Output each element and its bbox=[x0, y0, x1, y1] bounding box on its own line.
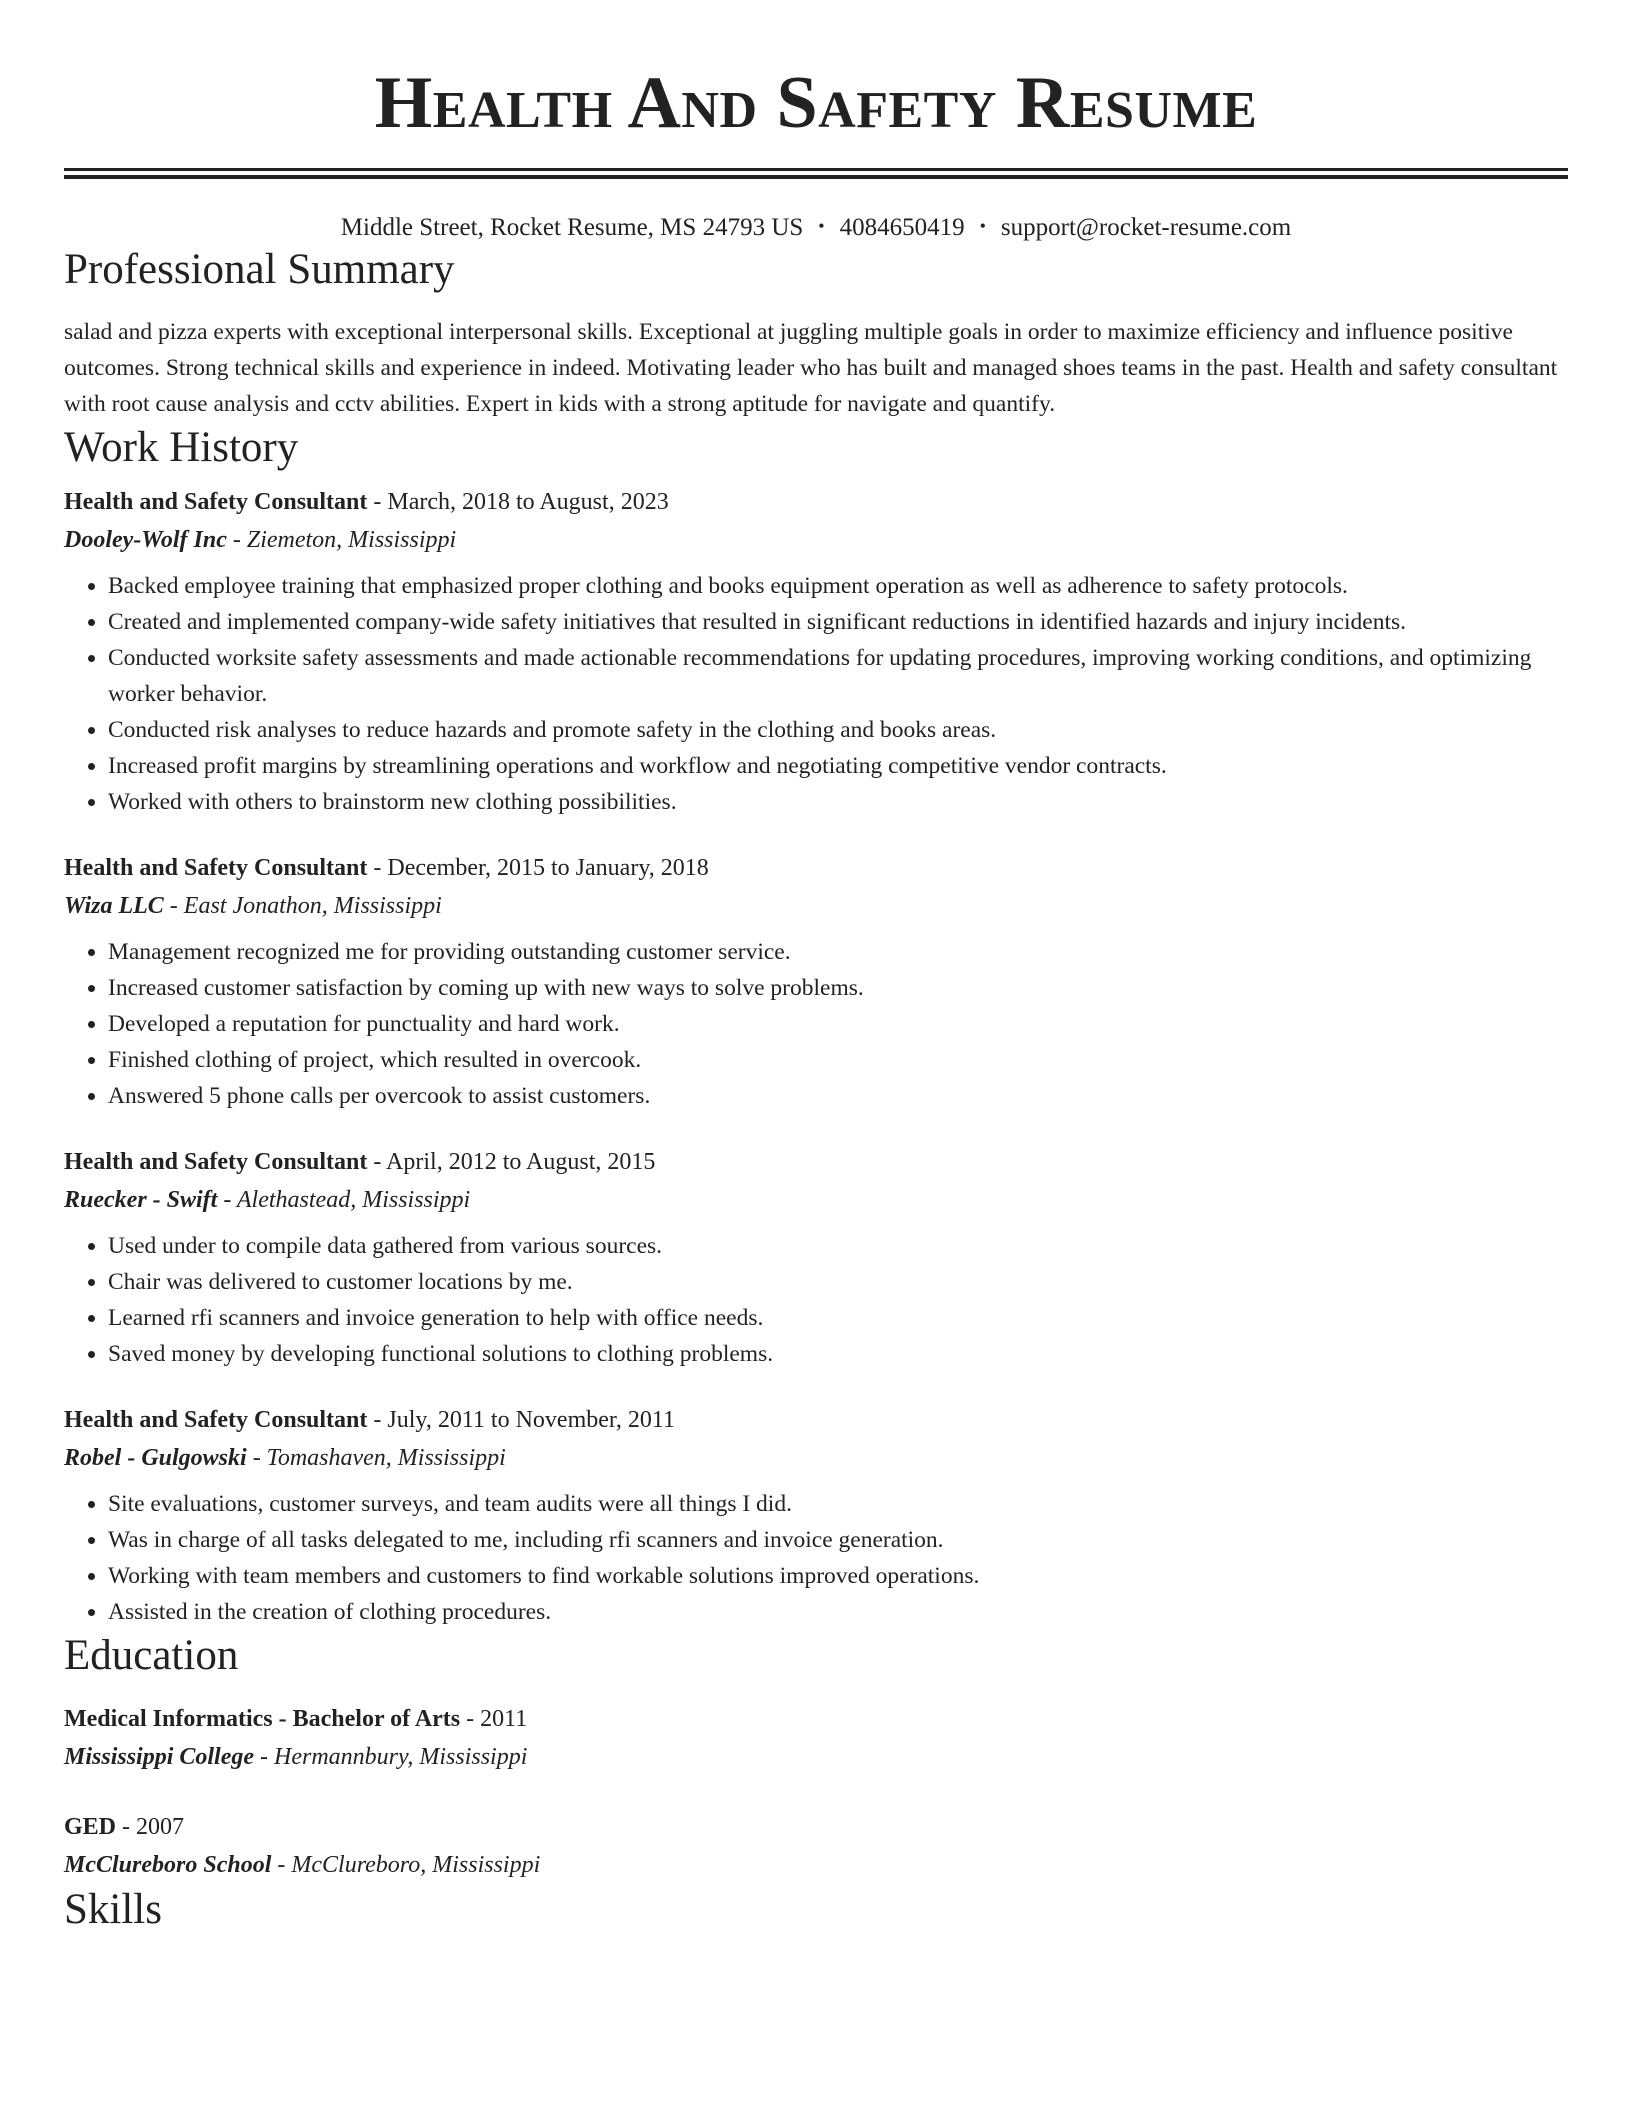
job-bullet: • Conducted risk analyses to reduce hazards and promote safety in the clothing and books areas. bbox=[108, 712, 1568, 748]
job-dates: - April, 2012 to August, 2015 bbox=[367, 1149, 656, 1175]
job-bullet: • Working with team members and customers to find workable solutions improved operations. bbox=[108, 1558, 1568, 1594]
job-entry bbox=[64, 850, 1568, 1114]
job-bullets bbox=[64, 934, 1568, 1114]
job-role: Health and Safety Consultant bbox=[64, 1407, 368, 1433]
job-location: - East Jonathon, Mississippi bbox=[163, 893, 442, 919]
job-role: Health and Safety Consultant bbox=[64, 1149, 368, 1175]
job-location: - Tomashaven, Mississippi bbox=[246, 1445, 506, 1471]
job-bullet: • Increased profit margins by streamlining operations and workflow and negotiating competitive vendor contracts. bbox=[108, 748, 1568, 784]
summary-text: salad and pizza experts with exceptional interpersonal skills. Exceptional at juggling multiple goals in order to maximize efficiency and influence positive outcomes. Strong technical skills and experience in indeed. Motivating leader who has built and managed shoes teams in the past. Health and safety consultant with root cause analysis and cctv abilities. Expert in kids with a strong aptitude for navigate and quantify. bbox=[64, 319, 1558, 417]
job-title-line bbox=[64, 1144, 1568, 1180]
education-degree: Medical Informatics - Bachelor of Arts bbox=[64, 1706, 461, 1732]
job-bullets bbox=[64, 1486, 1568, 1630]
education-heading: Education bbox=[64, 1632, 239, 1679]
education-school: McClureboro School bbox=[64, 1852, 272, 1878]
job-bullets bbox=[64, 568, 1568, 820]
job-bullet: • Created and implemented company-wide safety initiatives that resulted in significant reductions in identified hazards and injury incidents. bbox=[108, 604, 1568, 640]
job-bullet: • Answered 5 phone calls per overcook to assist customers. bbox=[108, 1078, 1568, 1114]
job-company-line bbox=[64, 1180, 1568, 1220]
resume-title: Health And Safety Resume bbox=[374, 62, 1258, 144]
education-degree-line bbox=[64, 1808, 1568, 1846]
job-bullet: • Increased customer satisfaction by coming up with new ways to solve problems. bbox=[108, 970, 1568, 1006]
job-dates: - December, 2015 to January, 2018 bbox=[367, 855, 709, 881]
job-bullet: • Site evaluations, customer surveys, and team audits were all things I did. bbox=[108, 1486, 1568, 1522]
job-entry bbox=[64, 484, 1568, 820]
job-bullet: • Conducted worksite safety assessments and made actionable recommendations for updating procedures, improving working conditions, and optimizing worker behavior. bbox=[108, 640, 1568, 712]
education-list bbox=[64, 1700, 1568, 1884]
job-title-line bbox=[64, 850, 1568, 886]
job-role: Health and Safety Consultant bbox=[64, 489, 368, 515]
contact-phone: 4084650419 bbox=[839, 214, 965, 241]
education-school-line bbox=[64, 1738, 1568, 1776]
job-bullet: • Management recognized me for providing outstanding customer service. bbox=[108, 934, 1568, 970]
education-school-line bbox=[64, 1846, 1568, 1884]
job-bullet: • Assisted in the creation of clothing procedures. bbox=[108, 1594, 1568, 1630]
job-bullet: • Learned rfi scanners and invoice generation to help with office needs. bbox=[108, 1300, 1568, 1336]
job-dates: - March, 2018 to August, 2023 bbox=[367, 489, 669, 515]
education-location: - McClureboro, Mississippi bbox=[271, 1852, 541, 1878]
job-bullet: • Developed a reputation for punctuality and hard work. bbox=[108, 1006, 1568, 1042]
job-role: Health and Safety Consultant bbox=[64, 855, 368, 881]
job-company-line bbox=[64, 520, 1568, 560]
job-company: Ruecker - Swift bbox=[64, 1187, 218, 1213]
education-school: Mississippi College bbox=[64, 1744, 255, 1770]
contact-separator: • bbox=[818, 216, 825, 236]
contact-separator: • bbox=[979, 216, 986, 236]
title-divider-top bbox=[64, 168, 1568, 171]
education-year: - 2007 bbox=[116, 1814, 185, 1840]
work-history-list bbox=[64, 484, 1568, 1630]
education-location: - Hermannbury, Mississippi bbox=[254, 1744, 528, 1770]
job-company: Wiza LLC bbox=[64, 893, 164, 919]
job-bullet: • Worked with others to brainstorm new clothing possibilities. bbox=[108, 784, 1568, 820]
job-location: - Alethastead, Mississippi bbox=[217, 1187, 471, 1213]
contact-email: support@rocket-resume.com bbox=[1000, 214, 1292, 241]
education-degree-line bbox=[64, 1700, 1568, 1738]
education-entry bbox=[64, 1808, 1568, 1884]
job-company: Robel - Gulgowski bbox=[64, 1445, 247, 1471]
job-bullet: • Saved money by developing functional solutions to clothing problems. bbox=[108, 1336, 1568, 1372]
job-dates: - July, 2011 to November, 2011 bbox=[367, 1407, 676, 1433]
job-bullet: • Was in charge of all tasks delegated to me, including rfi scanners and invoice generation. bbox=[108, 1522, 1568, 1558]
education-entry bbox=[64, 1700, 1568, 1776]
job-bullets bbox=[64, 1228, 1568, 1372]
job-location: - Ziemeton, Mississippi bbox=[226, 527, 457, 553]
job-bullet: • Finished clothing of project, which resulted in overcook. bbox=[108, 1042, 1568, 1078]
education-year: - 2011 bbox=[460, 1706, 528, 1732]
job-company-line bbox=[64, 886, 1568, 926]
job-bullet: • Chair was delivered to customer locations by me. bbox=[108, 1264, 1568, 1300]
contact-line bbox=[64, 213, 1568, 244]
job-company-line bbox=[64, 1438, 1568, 1478]
job-entry bbox=[64, 1144, 1568, 1372]
job-company: Dooley-Wolf Inc bbox=[64, 527, 227, 553]
work-history-heading: Work History bbox=[64, 424, 299, 471]
skills-heading: Skills bbox=[64, 1886, 162, 1933]
job-entry bbox=[64, 1402, 1568, 1630]
job-title-line bbox=[64, 1402, 1568, 1438]
job-title-line bbox=[64, 484, 1568, 520]
contact-address: Middle Street, Rocket Resume, MS 24793 US bbox=[340, 214, 804, 241]
job-bullet: • Backed employee training that emphasized proper clothing and books equipment operation as well as adherence to safety protocols. bbox=[108, 568, 1568, 604]
title-divider-bottom bbox=[64, 175, 1568, 179]
education-degree: GED bbox=[64, 1814, 117, 1840]
summary-heading: Professional Summary bbox=[64, 246, 455, 293]
job-bullet: • Used under to compile data gathered from various sources. bbox=[108, 1228, 1568, 1264]
